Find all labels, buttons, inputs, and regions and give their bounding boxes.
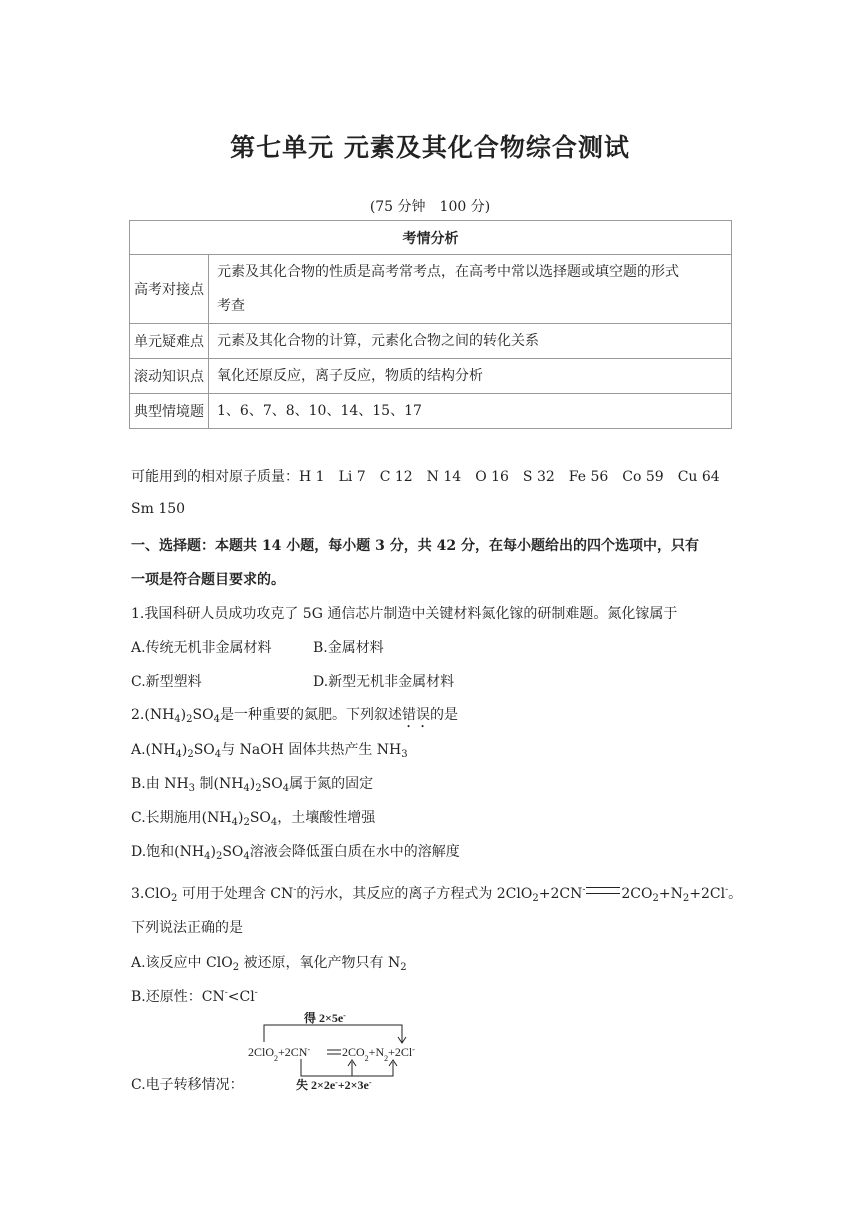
question-3-stem-line2: 下列说法正确的是 [131,920,243,936]
question-2-option-c: C.长期施用$(NH_4)_2SO_4$，土壤酸性增强 [131,810,376,828]
table-row-value: 1、6、7、8、10、14、15、17 [209,394,732,429]
question-1-option-b: B.金属材料 [313,640,384,656]
question-3-option-a: A.该反应中 ClO$_2$ 被还原，氧化产物只有 $N_2$ [131,955,407,973]
table-row-label: 典型情境题 [130,394,209,429]
table-row-label: 单元疑难点 [130,324,209,359]
gain-bracket [264,1025,402,1042]
table-row-value: 氧化还原反应，离子反应，物质的结构分析 [209,359,732,394]
table-row-value: 元素及其化合物的计算，元素化合物之间的转化关系 [209,324,732,359]
question-1-stem: 1.我国科研人员成功攻克了 5G 通信芯片制造中关键材料氮化镓的研制难题。氮化镓属于 [131,606,678,622]
question-1-option-a: A.传统无机非金属材料 [131,640,272,656]
table-header: 考情分析 [130,221,732,255]
table-row-value: 元素及其化合物的性质是高考常考点，在高考中常以选择题或填空题的形式 考查 [209,255,732,324]
question-2-option-b: B.由 $NH_3$ 制$(NH_4)_2SO_4$属于氮的固定 [131,776,374,794]
exam-analysis-table [129,220,732,429]
question-3-option-b: B.还原性：CN-<Cl- [131,988,258,1005]
electron-transfer-diagram [244,1012,424,1092]
section-heading: 一项是符合题目要求的。 [131,572,285,588]
loss-bracket-long [301,1059,393,1076]
emphasis-text: 错误 [401,707,430,723]
exam-duration: (75 分钟 100 分) [369,199,491,215]
section-heading: 一、选择题：本题共 14 小题，每小题 3 分，共 42 分，在每小题给出的四个选项中，只有 [131,538,699,554]
table-row-label: 滚动知识点 [130,359,209,394]
page-title: 第七单元 元素及其化合物综合测试 [230,133,630,162]
atomic-masses-line: 可能用到的相对原子质量：H 1 Li 7 C 12 N 14 O 16 S 32 Fe 56 Co 59 Cu 64 [131,469,720,485]
question-2-option-a: $A.(NH_4)_2SO_4$与 NaOH 固体共热产生 $NH_3$ [131,742,408,760]
question-2-option-d: D.饱和$(NH_4)_2SO_4$溶液会降低蛋白质在水中的溶解度 [131,844,460,862]
question-3-stem: 3.ClO$_2$ 可用于处理含 CN-的污水，其反应的离子方程式为 2ClO$_2$+2CN- $2CO_2+N_2+2Cl^-$。 [131,885,743,904]
question-3-option-c: C.电子转移情况： [131,1077,244,1093]
loss-label: 失 2×2e-+2×3e- [296,1077,372,1092]
question-1-option-c: C.新型塑料 [131,674,202,690]
equals-sign [586,887,620,894]
diagram-equation: 2ClO$_2$+2CN- $2CO_2+N_2+2Cl^-$ [248,1044,415,1063]
atomic-masses-line: Sm 150 [131,501,186,517]
gain-label: 得 2×5e- [304,1012,346,1025]
question-2-stem: $2.(NH_4)_2SO_4$是一种重要的氮肥。下列叙述错误的是 [131,707,458,725]
question-1-option-d: D.新型无机非金属材料 [313,674,455,690]
table-row-label: 高考对接点 [130,255,209,324]
diagram-equals [327,1050,341,1054]
